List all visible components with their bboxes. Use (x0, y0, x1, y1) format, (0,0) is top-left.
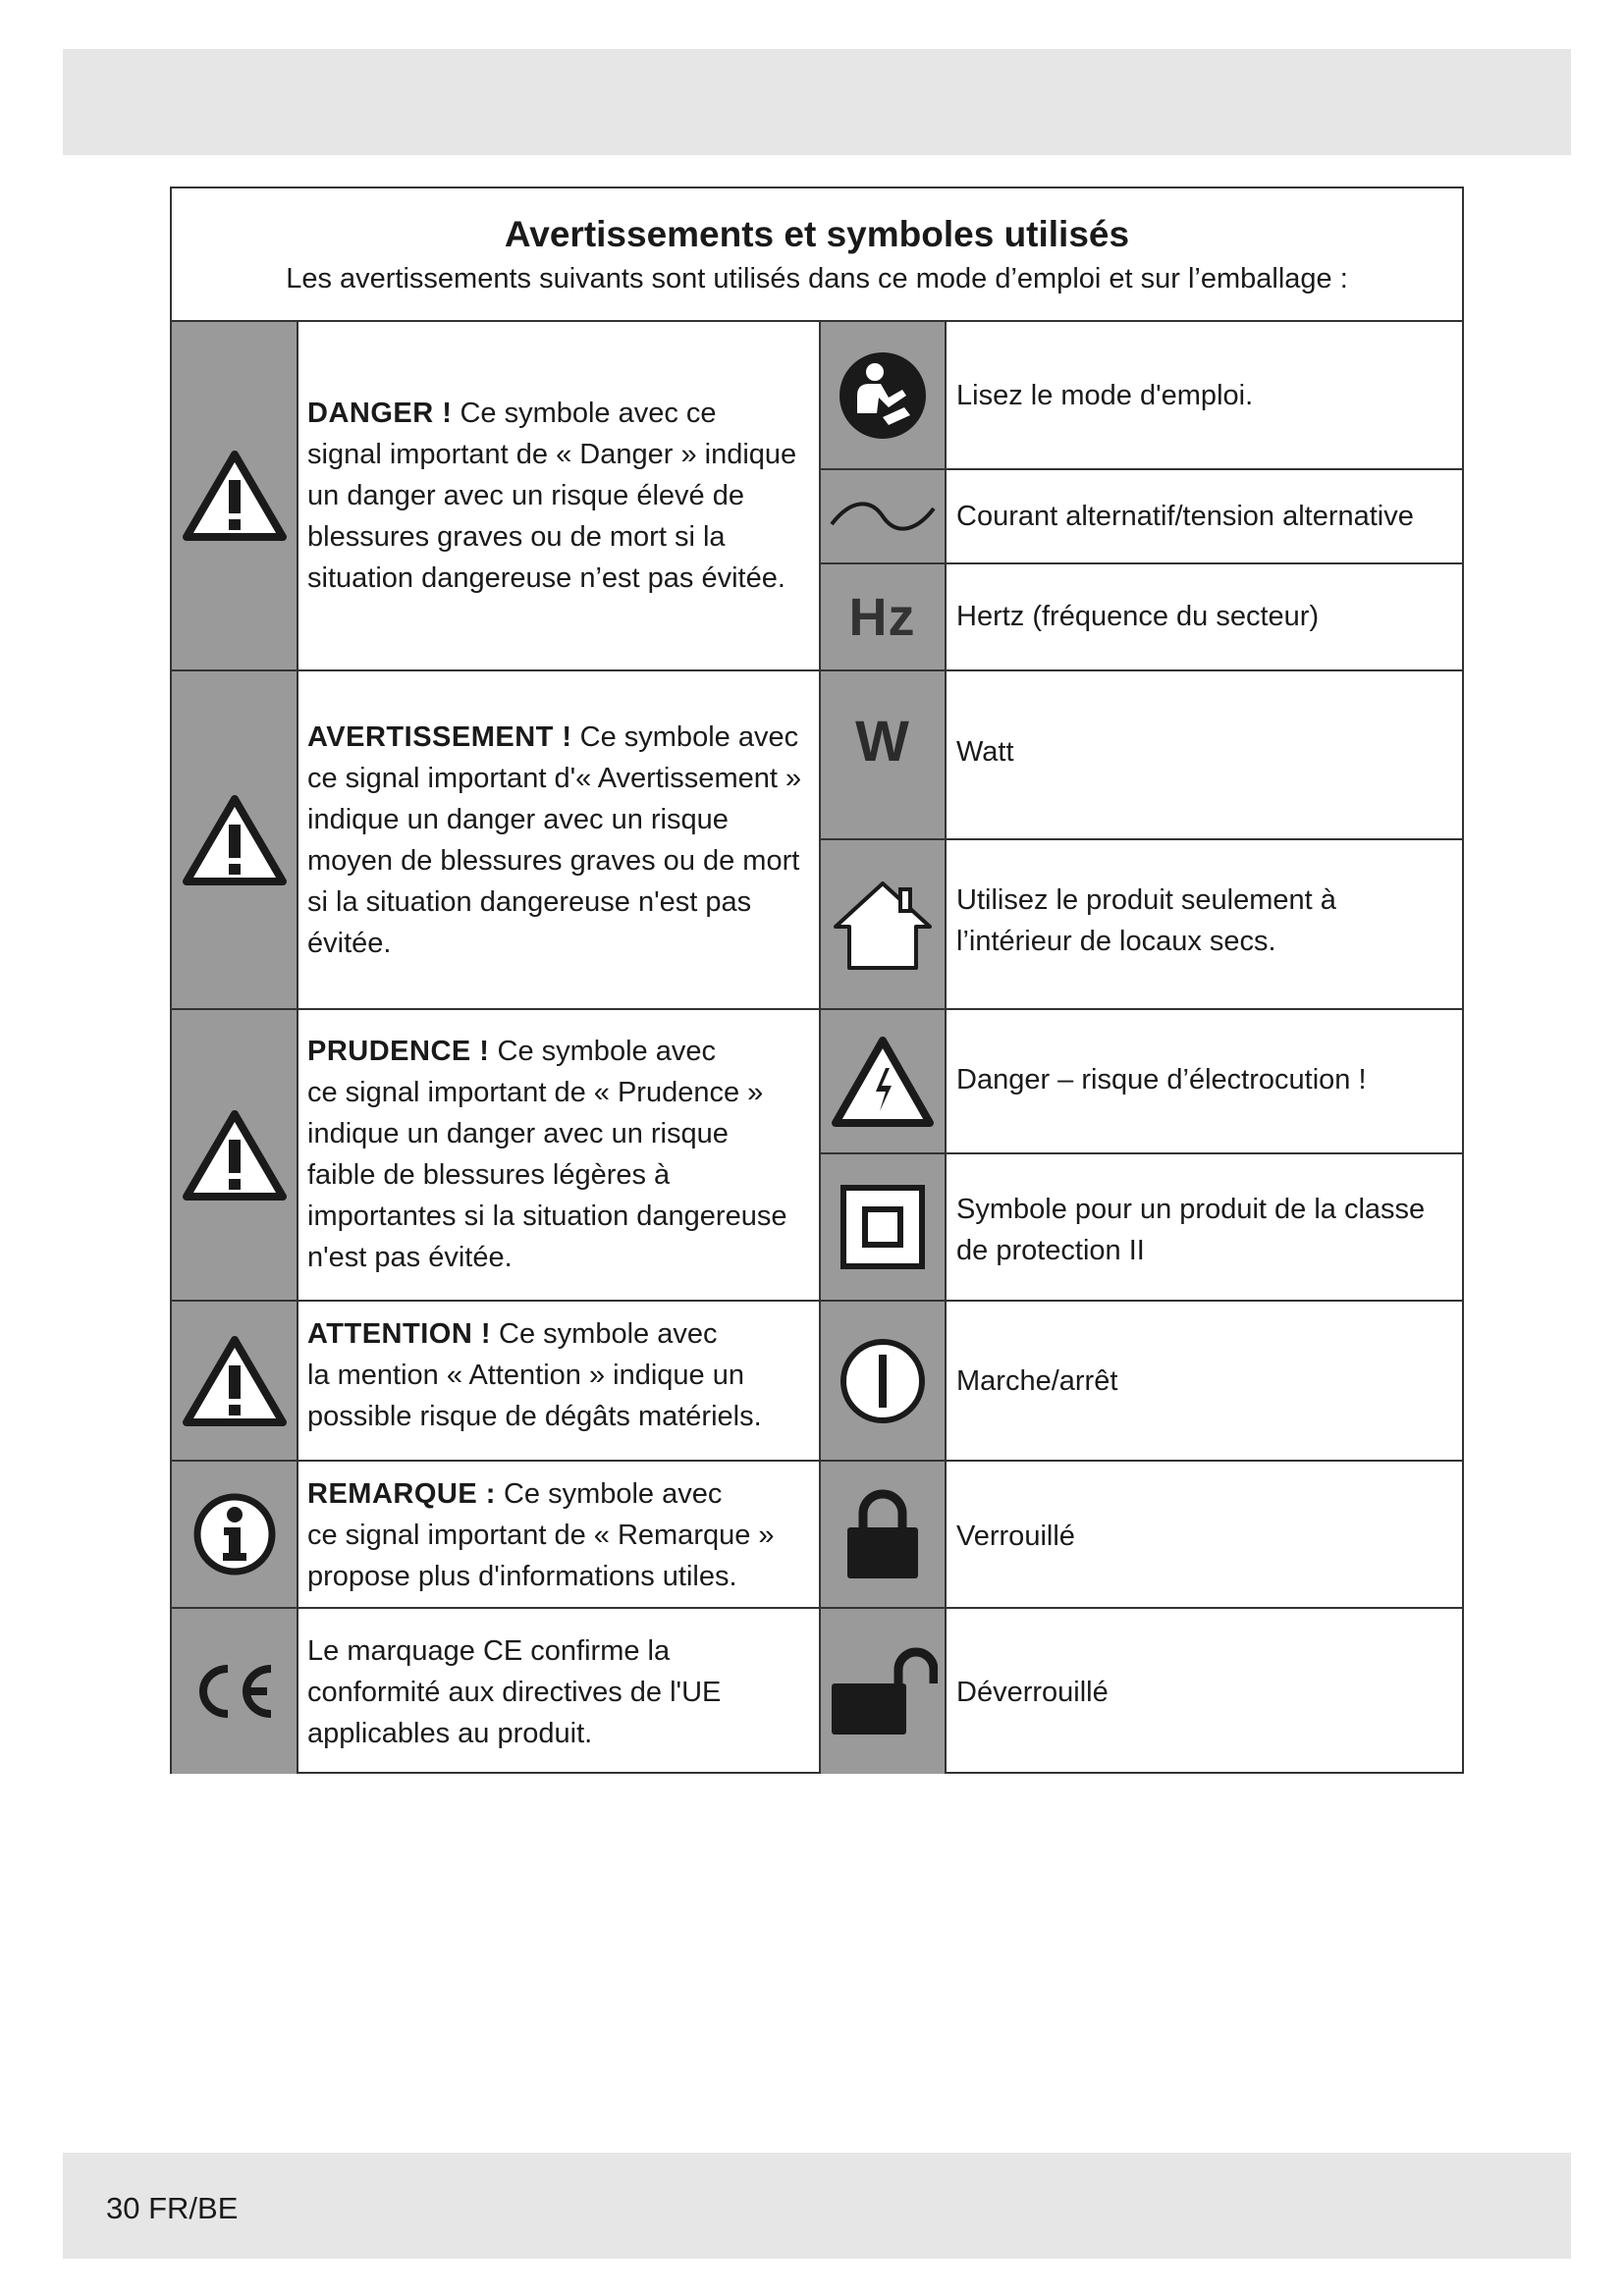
text-line: indique un danger avec un risque (307, 804, 729, 835)
text-line: propose plus d'informations utiles. (307, 1561, 737, 1592)
info-icon (172, 1462, 297, 1607)
text-line: Utilisez le produit seulement à (956, 884, 1336, 916)
text-line: faible de blessures légères à (307, 1159, 671, 1191)
text-line: conformité aux directives de l'UE (307, 1677, 722, 1708)
ac-wave-icon (820, 470, 945, 562)
text-line: possible risque de dégâts matériels. (307, 1401, 762, 1432)
electric-shock-icon (820, 1010, 945, 1152)
page-number: 30 FR/BE (106, 2191, 239, 2225)
padlock-closed-icon (820, 1462, 945, 1607)
text-line: situation dangereuse n’est pas évitée. (307, 562, 785, 594)
divider (297, 322, 298, 1774)
remarque-description (307, 1473, 813, 1597)
text-line: Symbole pour un produit de la classe (956, 1194, 1426, 1225)
text-line: Ce symbole avec (489, 1036, 716, 1067)
unlocked-text: Déverrouillé (956, 1677, 1109, 1708)
text-line: si la situation dangereuse n'est pas (307, 886, 752, 918)
attention-label: ATTENTION ! (307, 1318, 491, 1350)
symbols-table (170, 187, 1464, 1774)
footer-band (63, 2153, 1571, 2259)
text-line: Ce symbole avec ce (452, 398, 717, 429)
power-icon (820, 1302, 945, 1460)
divider (945, 322, 947, 1774)
text-line: indique un danger avec un risque (307, 1118, 729, 1149)
text-line: de protection II (956, 1235, 1145, 1266)
warning-triangle-icon (172, 1010, 297, 1300)
danger-description (307, 393, 813, 599)
text-line: ce signal important de « Remarque » (307, 1520, 775, 1551)
w-symbol: W (855, 709, 909, 774)
table-header (172, 188, 1462, 322)
avertissement-description (307, 717, 813, 964)
prudence-description (307, 1031, 813, 1278)
indoor-text (956, 880, 1457, 962)
class-ii-icon (820, 1154, 945, 1300)
text-line: signal important de « Danger » indique (307, 439, 797, 470)
header-band (63, 49, 1571, 155)
hz-icon (820, 564, 945, 669)
warning-triangle-icon (172, 322, 297, 669)
house-icon (820, 840, 945, 1008)
text-line: moyen de blessures graves ou de mort (307, 845, 800, 877)
power-text: Marche/arrêt (956, 1365, 1118, 1397)
text-line: l’intérieur de locaux secs. (956, 926, 1276, 957)
text-line: applicables au produit. (307, 1718, 593, 1749)
ce-mark-icon (172, 1609, 297, 1774)
text-line: ce signal important de « Prudence » (307, 1077, 764, 1108)
ce-description (307, 1630, 813, 1754)
shock-text: Danger – risque d’électrocution ! (956, 1064, 1367, 1095)
hz-symbol: Hz (848, 587, 916, 647)
text-line: ce signal important d'« Avertissement » (307, 763, 802, 794)
text-line: évitée. (307, 928, 392, 959)
text-line: Ce symbole avec (491, 1318, 718, 1350)
danger-label: DANGER ! (307, 398, 453, 429)
attention-description (307, 1313, 813, 1437)
table-subtitle: Les avertissements suivants sont utilisés dans ce mode d’emploi et sur l’emballage : (286, 263, 1348, 294)
avertissement-label: AVERTISSEMENT ! (307, 721, 572, 753)
text-line: la mention « Attention » indique un (307, 1360, 744, 1391)
prudence-label: PRUDENCE ! (307, 1036, 490, 1067)
text-line: importantes si la situation dangereuse (307, 1201, 787, 1232)
watt-text: Watt (956, 736, 1014, 768)
locked-text: Verrouillé (956, 1521, 1075, 1552)
manual-text: Lisez le mode d'emploi. (956, 380, 1254, 411)
read-manual-icon (820, 322, 945, 468)
table-title: Avertissements et symboles utilisés (504, 214, 1130, 254)
text-line: n'est pas évitée. (307, 1242, 513, 1273)
padlock-open-icon (820, 1609, 945, 1774)
class2-text (956, 1189, 1457, 1271)
text-line: blessures graves ou de mort si la (307, 521, 726, 553)
hz-text: Hertz (fréquence du secteur) (956, 601, 1320, 632)
text-line: un danger avec un risque élevé de (307, 480, 744, 511)
text-line: Ce symbole avec (495, 1478, 723, 1510)
ac-text: Courant alternatif/tension alternative (956, 501, 1414, 532)
watt-icon (820, 671, 945, 838)
remarque-label: REMARQUE : (307, 1478, 496, 1510)
warning-triangle-icon (172, 1302, 297, 1460)
warning-triangle-icon (172, 671, 297, 1008)
text-line: Ce symbole avec (571, 721, 799, 753)
text-line: Le marquage CE confirme la (307, 1635, 671, 1667)
